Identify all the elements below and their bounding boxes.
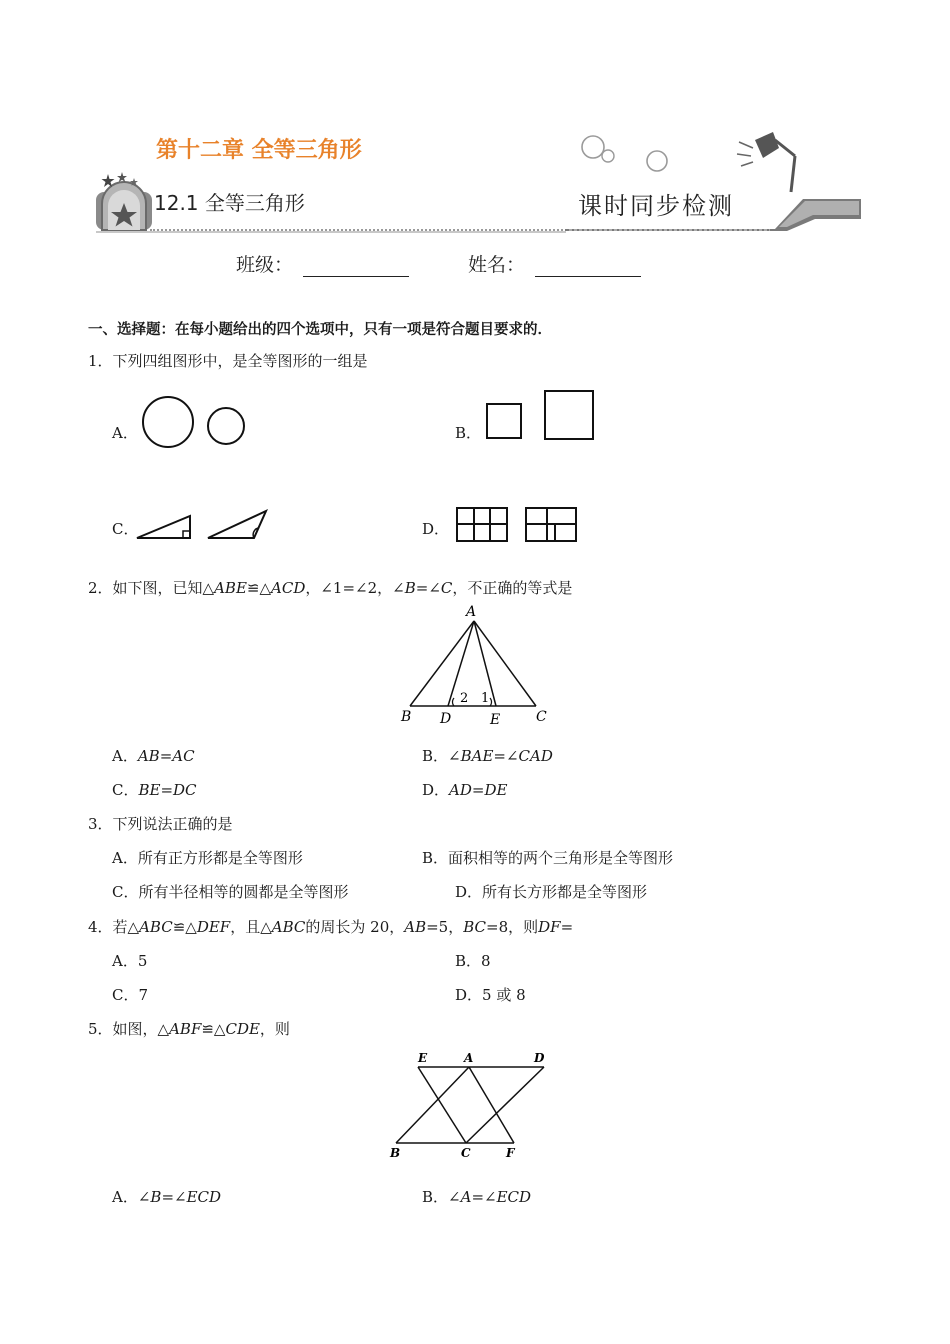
- q5-fig-label-a: A: [464, 1051, 474, 1065]
- q3-option-c[interactable]: C．所有半径相等的圆都是全等图形: [112, 883, 349, 901]
- q2-option-c-label: C．: [112, 781, 139, 799]
- q5-fig-label-f: F: [506, 1146, 515, 1160]
- q2-t1: ABE: [214, 579, 247, 597]
- q1-option-a-label[interactable]: A．: [112, 424, 138, 442]
- q5-fig-label-e: E: [418, 1051, 428, 1065]
- q2-fig-label-b: B: [401, 709, 412, 725]
- q4-p3: 的周长为 20，: [305, 918, 405, 936]
- q5-option-a-label: A．∠: [112, 1188, 151, 1206]
- bubbles-decoration-icon: [580, 134, 680, 179]
- q3-option-d[interactable]: D．所有长方形都是全等图形: [455, 883, 648, 901]
- q5-option-b-t2: ECD: [496, 1188, 532, 1206]
- q2-option-b-eq: =∠: [493, 747, 519, 765]
- q5-option-b-t1: A: [460, 1188, 472, 1206]
- class-input[interactable]: [303, 256, 409, 277]
- q4-t3: ABC: [271, 918, 306, 936]
- q2-option-c[interactable]: [112, 779, 197, 800]
- q2-option-c-text: BE=DC: [138, 781, 197, 799]
- q4-p5: =8，则: [486, 918, 539, 936]
- q2-option-b-label: B．∠: [422, 747, 461, 765]
- class-label: 班级：: [236, 254, 294, 276]
- q2-option-d[interactable]: [422, 779, 507, 800]
- q5-stem: [88, 1018, 290, 1039]
- q4-df: DF: [538, 918, 561, 936]
- q4-option-d[interactable]: D．5 或 8: [455, 986, 526, 1004]
- q2-b: B: [404, 579, 416, 597]
- q1-option-d-label[interactable]: D．: [422, 520, 450, 538]
- q5-option-a-t1: B: [150, 1188, 162, 1206]
- q1-option-b-label[interactable]: B．: [455, 424, 482, 442]
- q2-fig-label-a: A: [466, 604, 477, 620]
- q2-fig-label-c: C: [536, 709, 547, 725]
- q2-fig-angle-2: 2: [460, 691, 469, 706]
- q5-fig-label-c: C: [461, 1146, 471, 1160]
- q2-fig-label-d: D: [440, 711, 452, 727]
- q3-stem: 3．下列说法正确的是: [88, 815, 233, 833]
- q4-p1: 4．若△: [88, 918, 140, 936]
- q5-parallelogram-figure: [386, 1050, 556, 1162]
- q2-option-b-t1: BAE: [460, 747, 494, 765]
- q2-option-b-t2: CAD: [518, 747, 553, 765]
- q5-cong: ≌△: [201, 1020, 226, 1038]
- q2-option-a-text: AB=AC: [137, 747, 195, 765]
- desk-lamp-icon: [735, 128, 805, 200]
- q2-mid: ，∠1=∠2，∠: [305, 579, 405, 597]
- q2-stem: [88, 577, 572, 598]
- q5-option-a-t2: ECD: [186, 1188, 222, 1206]
- chapter-title: 第十二章 全等三角形: [156, 138, 362, 163]
- q5-option-b[interactable]: [422, 1186, 531, 1207]
- name-input[interactable]: [535, 256, 641, 277]
- q3-option-b[interactable]: B．面积相等的两个三角形是全等图形: [422, 849, 674, 867]
- name-field: [468, 250, 641, 277]
- section-heading: 一、选择题：在每小题给出的四个选项中，只有一项是符合题目要求的．: [88, 322, 552, 338]
- q5-option-a-eq: =∠: [161, 1188, 187, 1206]
- q3-option-a[interactable]: A．所有正方形都是全等图形: [112, 849, 303, 867]
- q1-option-d-grids: [455, 506, 581, 544]
- q4-stem: [88, 916, 573, 937]
- q4-t2: DEF: [196, 918, 231, 936]
- q1-option-a-circles: [140, 396, 250, 452]
- q5-option-a[interactable]: [112, 1186, 221, 1207]
- q2-option-d-text: AD=DE: [449, 781, 508, 799]
- q2-prefix: 2．如下图，已知△: [88, 579, 215, 597]
- brand-title: 课时同步检测: [578, 192, 734, 220]
- q2-option-a-label: A．: [112, 747, 138, 765]
- q2-triangle-figure: [398, 604, 558, 728]
- q2-cong: ≌△: [246, 579, 272, 597]
- q5-fig-label-b: B: [390, 1146, 401, 1160]
- q4-ab: AB: [404, 918, 427, 936]
- q5-option-b-label: B．∠: [422, 1188, 461, 1206]
- q4-bc: BC: [463, 918, 487, 936]
- name-label: 姓名：: [468, 254, 526, 276]
- q4-p2: ，且△: [230, 918, 272, 936]
- section-title: 12.1 全等三角形: [154, 191, 305, 215]
- q2-fig-angle-1: 1: [481, 691, 490, 706]
- q4-option-a[interactable]: A．5: [112, 952, 148, 970]
- q5-option-b-eq: =∠: [471, 1188, 497, 1206]
- q2-option-b[interactable]: [422, 745, 553, 766]
- q2-eq: =∠: [415, 579, 441, 597]
- q5-t2: CDE: [225, 1020, 260, 1038]
- star-badge-icon: [94, 170, 154, 232]
- q2-suffix: ，不正确的等式是: [452, 579, 573, 597]
- q2-c: C: [440, 579, 453, 597]
- q4-t1: ABC: [139, 918, 173, 936]
- class-field: [236, 250, 409, 277]
- q2-fig-label-e: E: [490, 712, 501, 728]
- q5-t1: ABF: [169, 1020, 202, 1038]
- q5-p1: 5．如图，△: [88, 1020, 170, 1038]
- q4-option-c[interactable]: C．7: [112, 986, 149, 1004]
- q4-p4: =5，: [426, 918, 464, 936]
- q1-option-c-triangles: [134, 508, 274, 544]
- q2-option-d-label: D．: [422, 781, 450, 799]
- q4-cong: ≌△: [172, 918, 197, 936]
- q2-t2: ACD: [271, 579, 306, 597]
- q1-stem: 1．下列四组图形中，是全等图形的一组是: [88, 352, 368, 370]
- header-rule: [96, 231, 566, 233]
- q5-p2: ，则: [259, 1020, 290, 1038]
- q2-option-a[interactable]: [112, 745, 195, 766]
- q5-fig-label-d: D: [534, 1051, 545, 1065]
- q4-option-b[interactable]: B．8: [455, 952, 491, 970]
- q4-p6: =: [560, 918, 574, 936]
- q1-option-c-label[interactable]: C．: [112, 520, 139, 538]
- q1-option-b-squares: [484, 388, 599, 444]
